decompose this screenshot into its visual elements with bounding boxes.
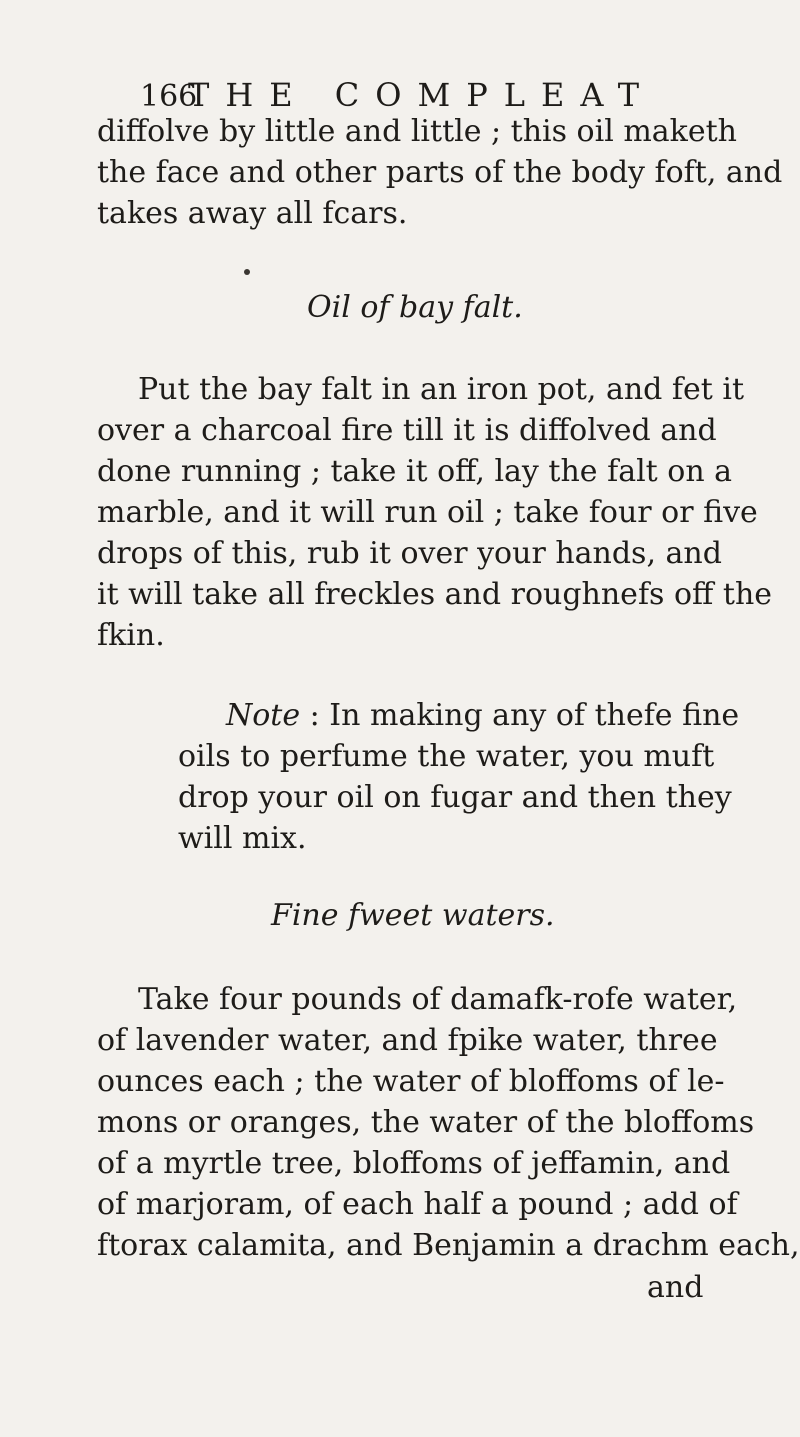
paragraph-line: fkin. xyxy=(97,618,165,653)
paragraph-line: of a myrtle tree, bloffoms of jeffamin, and xyxy=(97,1146,731,1181)
intro-line: diffolve by little and little ; this oil maketh xyxy=(97,114,737,149)
page-number: 166 xyxy=(140,79,198,114)
paragraph-line: over a charcoal fire till it is diffolved and xyxy=(97,413,717,448)
note-line: oils to perfume the water, you muft xyxy=(178,739,715,774)
catchword: and xyxy=(647,1270,704,1305)
paragraph-line: ftorax calamita, and Benjamin a drachm each, xyxy=(97,1228,800,1263)
intro-line: takes away all fcars. xyxy=(97,196,408,231)
paragraph-line: mons or oranges, the water of the bloffoms xyxy=(97,1105,755,1140)
page-mark xyxy=(244,269,250,275)
paragraph-line: marble, and it will run oil ; take four or five xyxy=(97,495,758,530)
paragraph-line: of lavender water, and fpike water, three xyxy=(97,1023,718,1058)
section-heading-oil-of-bay-salt: Oil of bay falt. xyxy=(307,290,523,325)
running-head: THE COMPLEAT xyxy=(188,76,656,114)
paragraph-line: Take four pounds of damafk-rofe water, xyxy=(138,982,738,1017)
paragraph-line: ounces each ; the water of bloffoms of le- xyxy=(97,1064,725,1099)
note-line-1 xyxy=(226,694,739,738)
note-label: Note xyxy=(226,698,301,733)
paragraph-line: of marjoram, of each half a pound ; add of xyxy=(97,1187,738,1222)
intro-line: the face and other parts of the body foft, and xyxy=(97,155,783,190)
note-line: will mix. xyxy=(178,821,307,856)
paragraph-line: it will take all freckles and roughnefs off the xyxy=(97,577,773,612)
note-text: : In making any of thefe fine xyxy=(300,698,740,733)
paragraph-line: drops of this, rub it over your hands, and xyxy=(97,536,722,571)
paragraph-line: Put the bay falt in an iron pot, and fet it xyxy=(138,372,745,407)
paragraph-line: done running ; take it off, lay the falt on a xyxy=(97,454,733,489)
page-header xyxy=(140,76,680,114)
section-heading-fine-sweet-waters: Fine fweet waters. xyxy=(271,898,555,933)
note-line: drop your oil on fugar and then they xyxy=(178,780,732,815)
